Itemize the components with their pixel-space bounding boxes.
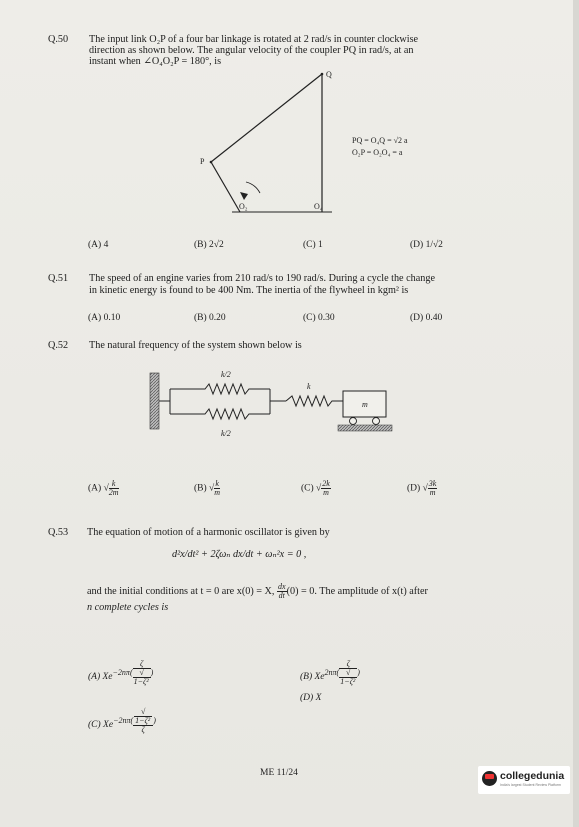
q51-number: Q.51 bbox=[48, 273, 69, 284]
q53-text-line2: and the initial conditions at t = 0 are x(0) = X, $\frac{dx}{dt}$ (0) = 0. The amplitude of x(t) after bbox=[87, 582, 428, 600]
q53-text-line1: The equation of motion of a harmonic oscillator is given by bbox=[87, 527, 330, 538]
label-spring-k: k bbox=[307, 382, 311, 391]
q53-equation: d²x/dt² + 2ζωₙ dx/dt + ωₙ²x = 0 , bbox=[172, 549, 307, 560]
q52-number: Q.52 bbox=[48, 340, 69, 351]
q52-text-line1: The natural frequency of the system shown below is bbox=[89, 340, 302, 351]
collegedunia-logo bbox=[478, 766, 570, 794]
logo-tagline: India's largest Student Review Platform bbox=[500, 783, 561, 787]
label-o2: O₂ bbox=[239, 202, 248, 211]
q51-option-a: (A) 0.10 bbox=[88, 313, 121, 323]
logo-name: collegedunia bbox=[500, 770, 565, 782]
label-spring-k2-top: k/2 bbox=[221, 370, 231, 379]
q50-relation-1: PQ = O₄Q = √2 a bbox=[352, 136, 408, 145]
q51-option-d: (D) 0.40 bbox=[410, 313, 443, 323]
graduation-cap-icon bbox=[482, 771, 497, 786]
floor bbox=[338, 425, 392, 431]
q51-text-line2: in kinetic energy is found to be 400 Nm. The inertia of the flywheel in kgm² is bbox=[89, 285, 409, 296]
page-number: ME 11/24 bbox=[260, 768, 298, 778]
q53-option-a: (A) $Xe^{-2n\pi( \zeta √ 1-\zeta^2 )}$ bbox=[88, 659, 154, 686]
q52-option-c: (C) √ $\frac{2k}{m}$ bbox=[301, 479, 330, 497]
q53-option-d: (D) X bbox=[300, 693, 322, 703]
label-q: Q bbox=[326, 70, 332, 79]
q53-number: Q.53 bbox=[48, 527, 69, 538]
q50-relation-2: O₂P = O₂O₄ = a bbox=[352, 148, 403, 157]
q50-text-line1: The input link O₂P of a four bar linkage is rotated at 2 rad/s in counter clockwise bbox=[89, 34, 419, 45]
q53-option-c: (C) $Xe^{-2n\pi( √ 1-\zeta^2 \zeta )}$ bbox=[88, 707, 156, 734]
q50-option-a: (A) 4 bbox=[88, 240, 109, 250]
q51-option-b: (B) 0.20 bbox=[194, 313, 226, 323]
label-p: P bbox=[200, 157, 205, 166]
wheel-right bbox=[373, 418, 380, 425]
spring-bottom bbox=[170, 409, 270, 419]
q51-option-c: (C) 0.30 bbox=[303, 313, 335, 323]
q53-option-b: (B) $Xe^{2n\pi( \zeta √ 1-\zeta^2 )}$ bbox=[300, 659, 360, 686]
q50-text-line2: direction as shown below. The angular velocity of the coupler PQ in rad/s, at an bbox=[89, 45, 414, 56]
q52-option-b: (B) √ $\frac{k}{m}$ bbox=[194, 479, 221, 497]
label-o4: O₄ bbox=[314, 202, 323, 211]
label-spring-k2-bottom: k/2 bbox=[221, 429, 231, 438]
q50-option-c: (C) 1 bbox=[303, 240, 323, 250]
q50-text-line3: instant when ∠O₄O₂P = 180°, is bbox=[89, 56, 222, 67]
q50-option-d: (D) 1/√2 bbox=[410, 240, 443, 250]
q53-text-line3: n complete cycles is bbox=[87, 602, 169, 613]
q50-option-b: (B) 2√2 bbox=[194, 240, 224, 250]
q52-option-d: (D) √ $\frac{3k}{m}$ bbox=[407, 479, 437, 497]
q52-option-a: (A) √ $\frac{k}{2m}$ bbox=[88, 479, 119, 497]
spring-top bbox=[170, 384, 270, 394]
wheel-left bbox=[350, 418, 357, 425]
q50-number: Q.50 bbox=[48, 34, 69, 45]
label-mass-m: m bbox=[362, 400, 368, 409]
spring-middle bbox=[286, 396, 343, 406]
fixed-wall bbox=[150, 373, 159, 429]
q51-text-line1: The speed of an engine varies from 210 rad/s to 190 rad/s. During a cycle the change bbox=[89, 273, 435, 284]
